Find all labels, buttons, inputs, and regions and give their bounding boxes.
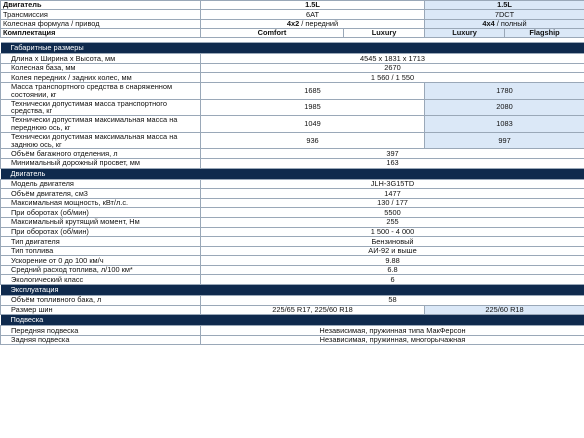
trim-flagship: Flagship <box>505 28 584 37</box>
clearance-label: Минимальный дорожный просвет, мм <box>1 158 201 168</box>
displacement-value: 1477 <box>201 189 584 199</box>
table-row <box>1 116 584 133</box>
tires-label: Размер шин <box>1 305 201 315</box>
curb-mass-b: 1780 <box>425 82 584 99</box>
table-row <box>1 158 584 168</box>
table-row <box>1 265 584 275</box>
table-row <box>1 54 584 64</box>
front-axle-a: 1049 <box>201 116 425 133</box>
table-row <box>1 256 584 266</box>
transmission-row <box>1 10 584 19</box>
section-suspension-title: Подвеска <box>1 315 584 326</box>
lwh-label: Длина x Ширина x Высота, мм <box>1 54 201 64</box>
fuel-label: Тип топлива <box>1 246 201 256</box>
power-value: 130 / 177 <box>201 198 584 208</box>
engine-model-value: JLH-3G15TD <box>201 179 584 189</box>
table-row <box>1 208 584 218</box>
eco-value: 6 <box>201 275 584 285</box>
front-axle-label: Технически допустимая максимальная масса на переднюю ось, кг <box>1 116 201 133</box>
consumption-value: 6.8 <box>201 265 584 275</box>
rear-axle-b: 997 <box>425 132 584 149</box>
section-operation <box>1 285 584 296</box>
wheel-formula-row <box>1 19 584 28</box>
engine-type-label: Тип двигателя <box>1 237 201 247</box>
wheel-formula-a-rest: / передний <box>299 19 339 28</box>
power-rpm-value: 5500 <box>201 208 584 218</box>
tires-b: 225/60 R18 <box>425 305 584 315</box>
wheel-formula-a-bold: 4x2 <box>286 19 300 28</box>
torque-rpm-label: При оборотах (об/мин) <box>1 227 201 237</box>
section-engine <box>1 168 584 179</box>
fuel-value: АИ-92 и выше <box>201 246 584 256</box>
rear-suspension-label: Задняя подвеска <box>1 335 201 345</box>
tank-label: Объём топливного бака, л <box>1 296 201 306</box>
table-row <box>1 275 584 285</box>
wheel-formula-b-rest: / полный <box>494 19 527 28</box>
engine-model-label: Модель двигателя <box>1 179 201 189</box>
power-rpm-label: При оборотах (об/мин) <box>1 208 201 218</box>
transmission-a: 6AT <box>201 10 425 19</box>
trunk-label: Объём багажного отделения, л <box>1 149 201 159</box>
engine-label: Двигатель <box>1 1 201 10</box>
trim-luxury-b: Luxury <box>425 28 505 37</box>
tires-a: 225/65 R17, 225/60 R18 <box>201 305 425 315</box>
front-suspension-label: Передняя подвеска <box>1 326 201 336</box>
accel-label: Ускорение от 0 до 100 км/ч <box>1 256 201 266</box>
table-row <box>1 305 584 315</box>
consumption-label: Средний расход топлива, л/100 км* <box>1 265 201 275</box>
engine-type-value: Бензиновый <box>201 237 584 247</box>
torque-value: 255 <box>201 217 584 227</box>
transmission-label: Трансмиссия <box>1 10 201 19</box>
trunk-value: 397 <box>201 149 584 159</box>
torque-label: Максимальный крутящий момент, Нм <box>1 217 201 227</box>
torque-rpm-value: 1 500 - 4 000 <box>201 227 584 237</box>
wheel-formula-label: Колесная формула / привод <box>1 19 201 28</box>
section-suspension <box>1 315 584 326</box>
table-row <box>1 149 584 159</box>
table-row <box>1 335 584 345</box>
trim-luxury-a: Luxury <box>344 28 425 37</box>
table-row <box>1 99 584 116</box>
table-row <box>1 132 584 149</box>
engine-header-row <box>1 1 584 10</box>
table-row <box>1 246 584 256</box>
rear-axle-a: 936 <box>201 132 425 149</box>
power-label: Максимальная мощность, кВт/л.с. <box>1 198 201 208</box>
section-operation-title: Эксплуатация <box>1 285 584 296</box>
trim-row <box>1 28 584 37</box>
track-value: 1 560 / 1 550 <box>201 73 584 83</box>
engine-a: 1.5L <box>201 1 425 10</box>
trim-label: Комплектация <box>1 28 201 37</box>
accel-value: 9.88 <box>201 256 584 266</box>
lwh-value: 4545 x 1831 x 1713 <box>201 54 584 64</box>
table-row <box>1 63 584 73</box>
wheelbase-label: Колесная база, мм <box>1 63 201 73</box>
clearance-value: 163 <box>201 158 584 168</box>
rear-suspension-value: Независимая, пружинная, многорычажная <box>201 335 584 345</box>
transmission-b: 7DCT <box>425 10 584 19</box>
front-axle-b: 1083 <box>425 116 584 133</box>
max-mass-a: 1985 <box>201 99 425 116</box>
table-row <box>1 296 584 306</box>
track-label: Колея передних / задних колес, мм <box>1 73 201 83</box>
wheel-formula-a <box>201 19 425 28</box>
front-suspension-value: Независимая, пружинная типа МакФерсон <box>201 326 584 336</box>
max-mass-label: Технически допустимая масса транспортного средства, кг <box>1 99 201 116</box>
rear-axle-label: Технически допустимая максимальная масса на заднюю ось, кг <box>1 132 201 149</box>
table-row <box>1 179 584 189</box>
table-row <box>1 326 584 336</box>
table-row <box>1 227 584 237</box>
curb-mass-a: 1685 <box>201 82 425 99</box>
section-dimensions <box>1 43 584 54</box>
wheel-formula-b-bold: 4x4 <box>482 19 495 28</box>
table-row <box>1 198 584 208</box>
table-row <box>1 237 584 247</box>
table-row <box>1 82 584 99</box>
section-engine-title: Двигатель <box>1 168 584 179</box>
table-row <box>1 189 584 199</box>
max-mass-b: 2080 <box>425 99 584 116</box>
engine-b: 1.5L <box>425 1 584 10</box>
eco-label: Экологический класс <box>1 275 201 285</box>
section-dimensions-title: Габаритные размеры <box>1 43 584 54</box>
wheelbase-value: 2670 <box>201 63 584 73</box>
table-row <box>1 217 584 227</box>
trim-comfort: Comfort <box>201 28 344 37</box>
tank-value: 58 <box>201 296 584 306</box>
wheel-formula-b <box>425 19 584 28</box>
table-row <box>1 73 584 83</box>
curb-mass-label: Масса транспортного средства в снаряженном состоянии, кг <box>1 82 201 99</box>
displacement-label: Объём двигателя, см3 <box>1 189 201 199</box>
